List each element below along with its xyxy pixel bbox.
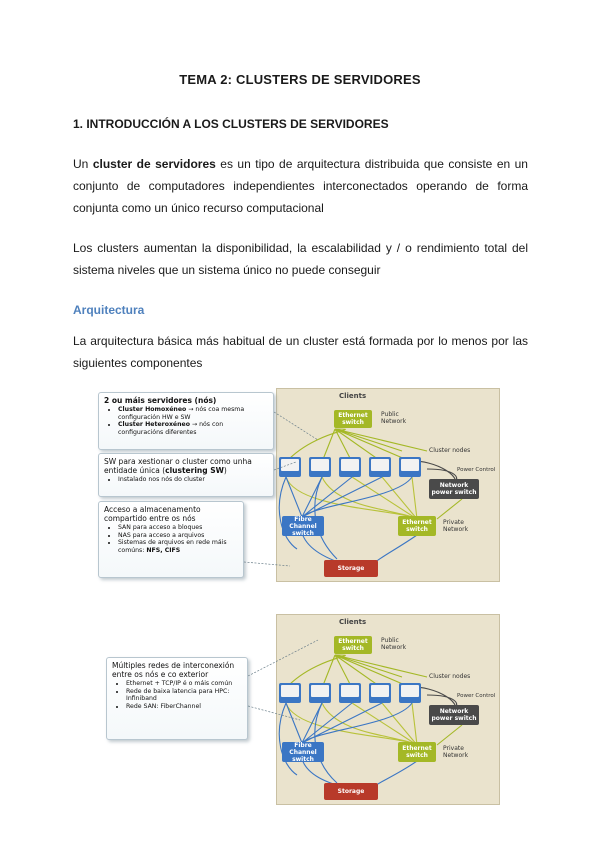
network-power-switch-2: Network power switch — [429, 705, 479, 725]
paragraph-definition-rest: es un tipo de arquitectura distribuida que consiste en un conjunto de computadores independientes interconectados operando de forma conjunta como un único recurso computacional — [73, 157, 528, 215]
subsection-heading-arquitectura: Arquitectura — [73, 303, 145, 317]
callout-almacenamento-list — [104, 524, 238, 554]
list-item — [118, 421, 268, 436]
list-item-text: → nós coa mesma configuración HW e SW — [118, 406, 245, 421]
section-heading-introduccion: 1. INTRODUCCIÓN A LOS CLUSTERS DE SERVIDORES — [73, 117, 389, 131]
private-network-label-2: Private Network — [443, 745, 469, 759]
server-icons-2 — [279, 683, 421, 703]
ethernet-switch-public-2: Ethernet switch — [334, 636, 372, 654]
cluster-nodes-label: Cluster nodes — [429, 447, 471, 454]
paragraph-benefits: Los clusters aumentan la disponibilidad, la escalabilidad y / o rendimiento total del sistema niveles que un sistema único no puede conseguir — [73, 241, 528, 277]
cluster-nodes-label-2: Cluster nodes — [429, 673, 471, 680]
callout-almacenamento — [98, 501, 244, 578]
list-item: • Rede SAN: FiberChannel — [126, 703, 242, 711]
list-item: • SAN para acceso a bloques — [118, 524, 238, 532]
paragraph-definition — [73, 153, 528, 219]
private-network-label: Private Network — [443, 519, 469, 533]
callout-software-title-text: SW para xestionar o cluster como unha entidade única ( — [104, 457, 252, 475]
power-control-label: Power Control — [457, 467, 496, 473]
ethernet-switch-public: Ethernet switch — [334, 410, 372, 428]
callout-redes — [106, 657, 248, 740]
fibre-channel-switch: Fibre Channel switch — [282, 516, 324, 536]
callout-software-list — [104, 476, 268, 484]
callout-redes-list — [112, 680, 242, 710]
list-item-bold: Cluster Heteroxéneo — [118, 421, 190, 428]
server-icons — [279, 457, 421, 477]
list-item: • NAS para acceso a arquivos — [118, 532, 238, 540]
callout-software — [98, 453, 274, 497]
callout-servidores — [98, 392, 274, 450]
page-title: TEMA 2: CLUSTERS DE SERVIDORES — [179, 72, 421, 87]
callout-servidores-title: 2 ou máis servidores (nós) — [104, 396, 217, 405]
public-network-label: Public Network — [381, 411, 407, 425]
list-item-bold: NFS, CIFS — [146, 546, 181, 554]
list-item — [118, 539, 238, 554]
list-item-text: Sistemas de arquivos en rede máis comúns: — [118, 539, 227, 554]
ethernet-switch-private-2: Ethernet switch — [398, 742, 436, 762]
list-item-bold: Cluster Homoxéneo — [118, 406, 187, 413]
paragraph-definition-bold: cluster de servidores — [92, 157, 216, 171]
list-item: • Ethernet + TCP/IP é o máis común — [126, 680, 242, 688]
storage-box-2: Storage — [324, 783, 378, 800]
cluster-diagram-1 — [276, 388, 500, 582]
clients-label-2: Clients — [339, 618, 367, 626]
power-control-label-2: Power Control — [457, 693, 496, 699]
list-item: • Rede de baixa latencia para HPC: Infiniband — [126, 688, 242, 703]
ethernet-switch-private: Ethernet switch — [398, 516, 436, 536]
paragraph-definition-prefix: Un — [73, 157, 93, 171]
storage-box: Storage — [324, 560, 378, 577]
list-item-text: → nós con configuracións diferentes — [118, 421, 224, 436]
list-item: • Instalado nos nós do cluster — [118, 476, 268, 484]
list-item — [118, 406, 268, 421]
callout-redes-title: Múltiples redes de interconexión entre os nós e co exterior — [112, 661, 235, 679]
callout-software-title-end: ) — [223, 466, 227, 475]
network-power-switch: Network power switch — [429, 479, 479, 499]
clients-label: Clients — [339, 392, 367, 400]
callout-almacenamento-title: Acceso a almacenamento compartido entre os nós — [104, 505, 201, 523]
callout-software-title — [104, 457, 268, 475]
callout-servidores-list — [104, 406, 268, 436]
fibre-channel-switch-2: Fibre Channel switch — [282, 742, 324, 762]
public-network-label-2: Public Network — [381, 637, 407, 651]
cluster-diagram-2 — [276, 614, 500, 805]
paragraph-arquitectura: La arquitectura básica más habitual de un cluster está formada por lo menos por las siguientes componentes — [73, 334, 528, 370]
callout-software-title-bold: clustering SW — [165, 466, 224, 475]
